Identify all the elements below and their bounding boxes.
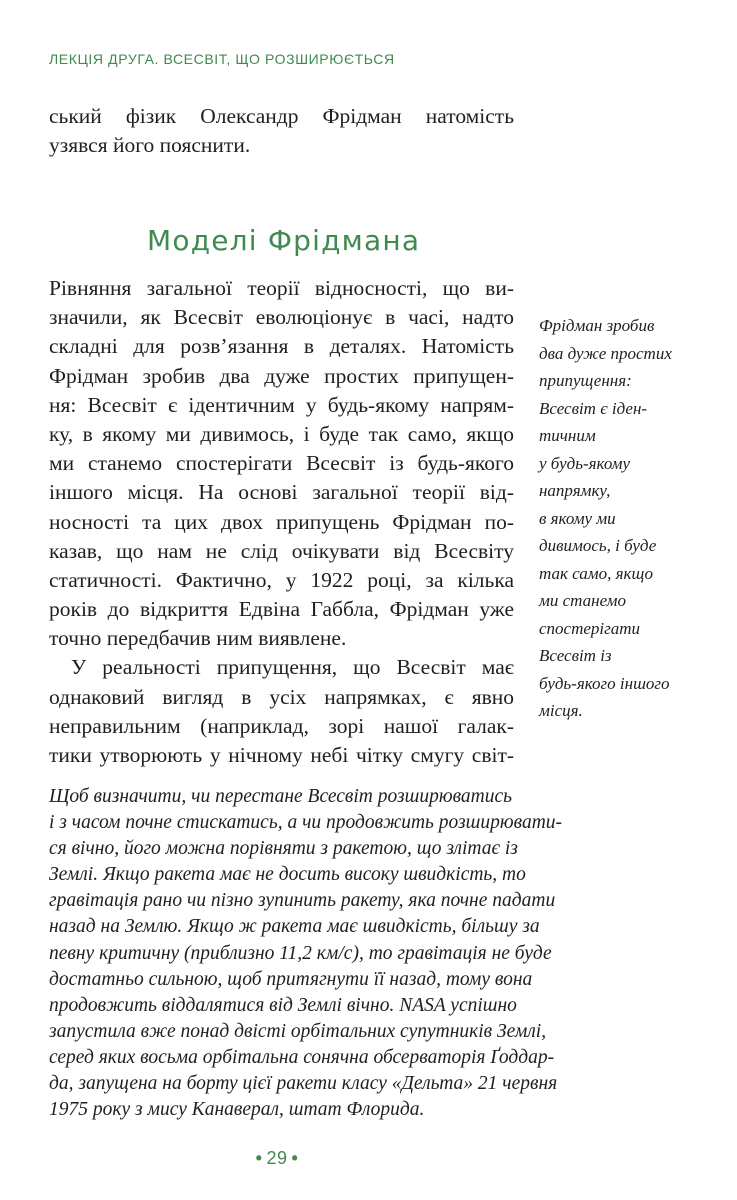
text-line: ський фізик Олександр Фрідман натомість (49, 104, 514, 128)
text-line: Фрідман зробив два дуже простих припущен- (49, 363, 514, 388)
note-line: спостерігати (539, 618, 641, 638)
page-number-value: 29 (266, 1148, 288, 1168)
bullet-dot-right: • (291, 1148, 299, 1168)
text-line: неправильним (наприклад, зорі нашої галак- (49, 713, 514, 738)
note-line: у будь-якому (539, 453, 631, 473)
caption-line: Землі. Якщо ракета має не досить високу швидкість, то (49, 864, 526, 886)
page-number (0, 1148, 554, 1169)
note-line: в якому ми (539, 508, 616, 528)
text-line: казав, що нам не слід очікувати від Всесвіту (49, 538, 514, 563)
bullet-dot-left: • (255, 1148, 263, 1168)
paragraph-1 (49, 274, 514, 653)
caption-line: ся вічно, його можна порівняти з ракетою, що злітає із (49, 838, 518, 860)
main-column (49, 274, 514, 770)
text-line: ми станемо спостерігати Всесвіт із будь-якого (49, 451, 514, 476)
note-line: тичним (539, 426, 596, 445)
text-line: Рівняння загальної теорії відносності, що ви- (49, 276, 514, 300)
section-title: Моделі Фрідмана (147, 224, 421, 257)
note-line: Всесвіт із (539, 646, 612, 665)
caption-line: да, запущена на борту цієї ракети класу «Дельта» 21 червня (49, 1073, 558, 1095)
note-line: Всесвіт є іден- (539, 398, 648, 418)
text-line: однаковий вигляд в усіх напрямках, є явно (49, 684, 514, 709)
text-line: ня: Всесвіт є ідентичним у будь-якому напрям- (49, 392, 514, 417)
text-line: носності та цих двох припущень Фрідман по- (49, 509, 514, 534)
note-line: напрямку, (539, 481, 611, 500)
note-line: ми станемо (539, 591, 627, 610)
note-line: так само, якщо (539, 563, 654, 583)
text-line: тики утворюють у нічному небі чітку смугу світ- (49, 743, 514, 767)
note-line: місця. (539, 701, 583, 720)
caption-line: певну критичну (приблизно 11,2 км/с), то гравітація не буде (49, 942, 552, 964)
text-line: У реальності припущення, що Всесвіт має (71, 655, 514, 680)
text-line: іншого місця. На основі загальної теорії від- (49, 480, 514, 505)
caption-line: продовжить віддалятися від Землі вічно. NASA успішно (49, 994, 517, 1016)
text-line: ку, в якому ми дивимось, і буде так само, якщо (49, 421, 514, 446)
text-line: статичності. Фактично, у 1922 році, за кілька (49, 567, 514, 592)
note-line: Фрідман зробив (539, 316, 655, 335)
text-line: складні для розв’язання в деталях. Натомість (49, 334, 514, 359)
text-line: узявся його пояснити. (49, 133, 251, 158)
text-line: значили, як Всесвіт еволюціонує в часі, надто (49, 305, 514, 330)
margin-note (539, 312, 714, 725)
note-line: два дуже простих (539, 343, 672, 363)
caption-line: Щоб визначити, чи перестане Всесвіт розширюватись (49, 786, 513, 807)
note-line: будь-якого іншого (539, 673, 670, 693)
caption-line: назад на Землю. Якщо ж ракета має швидкість, більшу за (49, 916, 540, 938)
intro-paragraph (49, 102, 514, 160)
text-line: років до відкриття Едвіна Габбла, Фрідман уже (49, 597, 514, 622)
paragraph-2 (49, 653, 514, 770)
caption-line: 1975 року з мису Канаверал, штат Флорида. (49, 1099, 425, 1121)
caption-line: гравітація рано чи пізно зупинить ракету, яка почне падати (49, 890, 556, 912)
text-line: точно передбачив ним виявлене. (49, 626, 347, 651)
caption-line: запустила вже понад двісті орбітальних супутників Землі, (49, 1020, 547, 1042)
running-header: ЛЕКЦІЯ ДРУГА. ВСЕСВІТ, ЩО РОЗШИРЮЄТЬСЯ (49, 51, 395, 67)
caption-line: серед яких восьма орбітальна сонячна обсерваторія Ґоддар- (49, 1046, 555, 1068)
figure-caption (49, 784, 664, 1123)
note-line: припущення: (539, 371, 632, 390)
caption-line: достатньо сильною, щоб притягнути її назад, тому вона (49, 968, 533, 990)
note-line: дивимось, і буде (539, 536, 657, 555)
caption-line: і з часом почне стискатись, а чи продовжить розширювати- (49, 812, 563, 834)
